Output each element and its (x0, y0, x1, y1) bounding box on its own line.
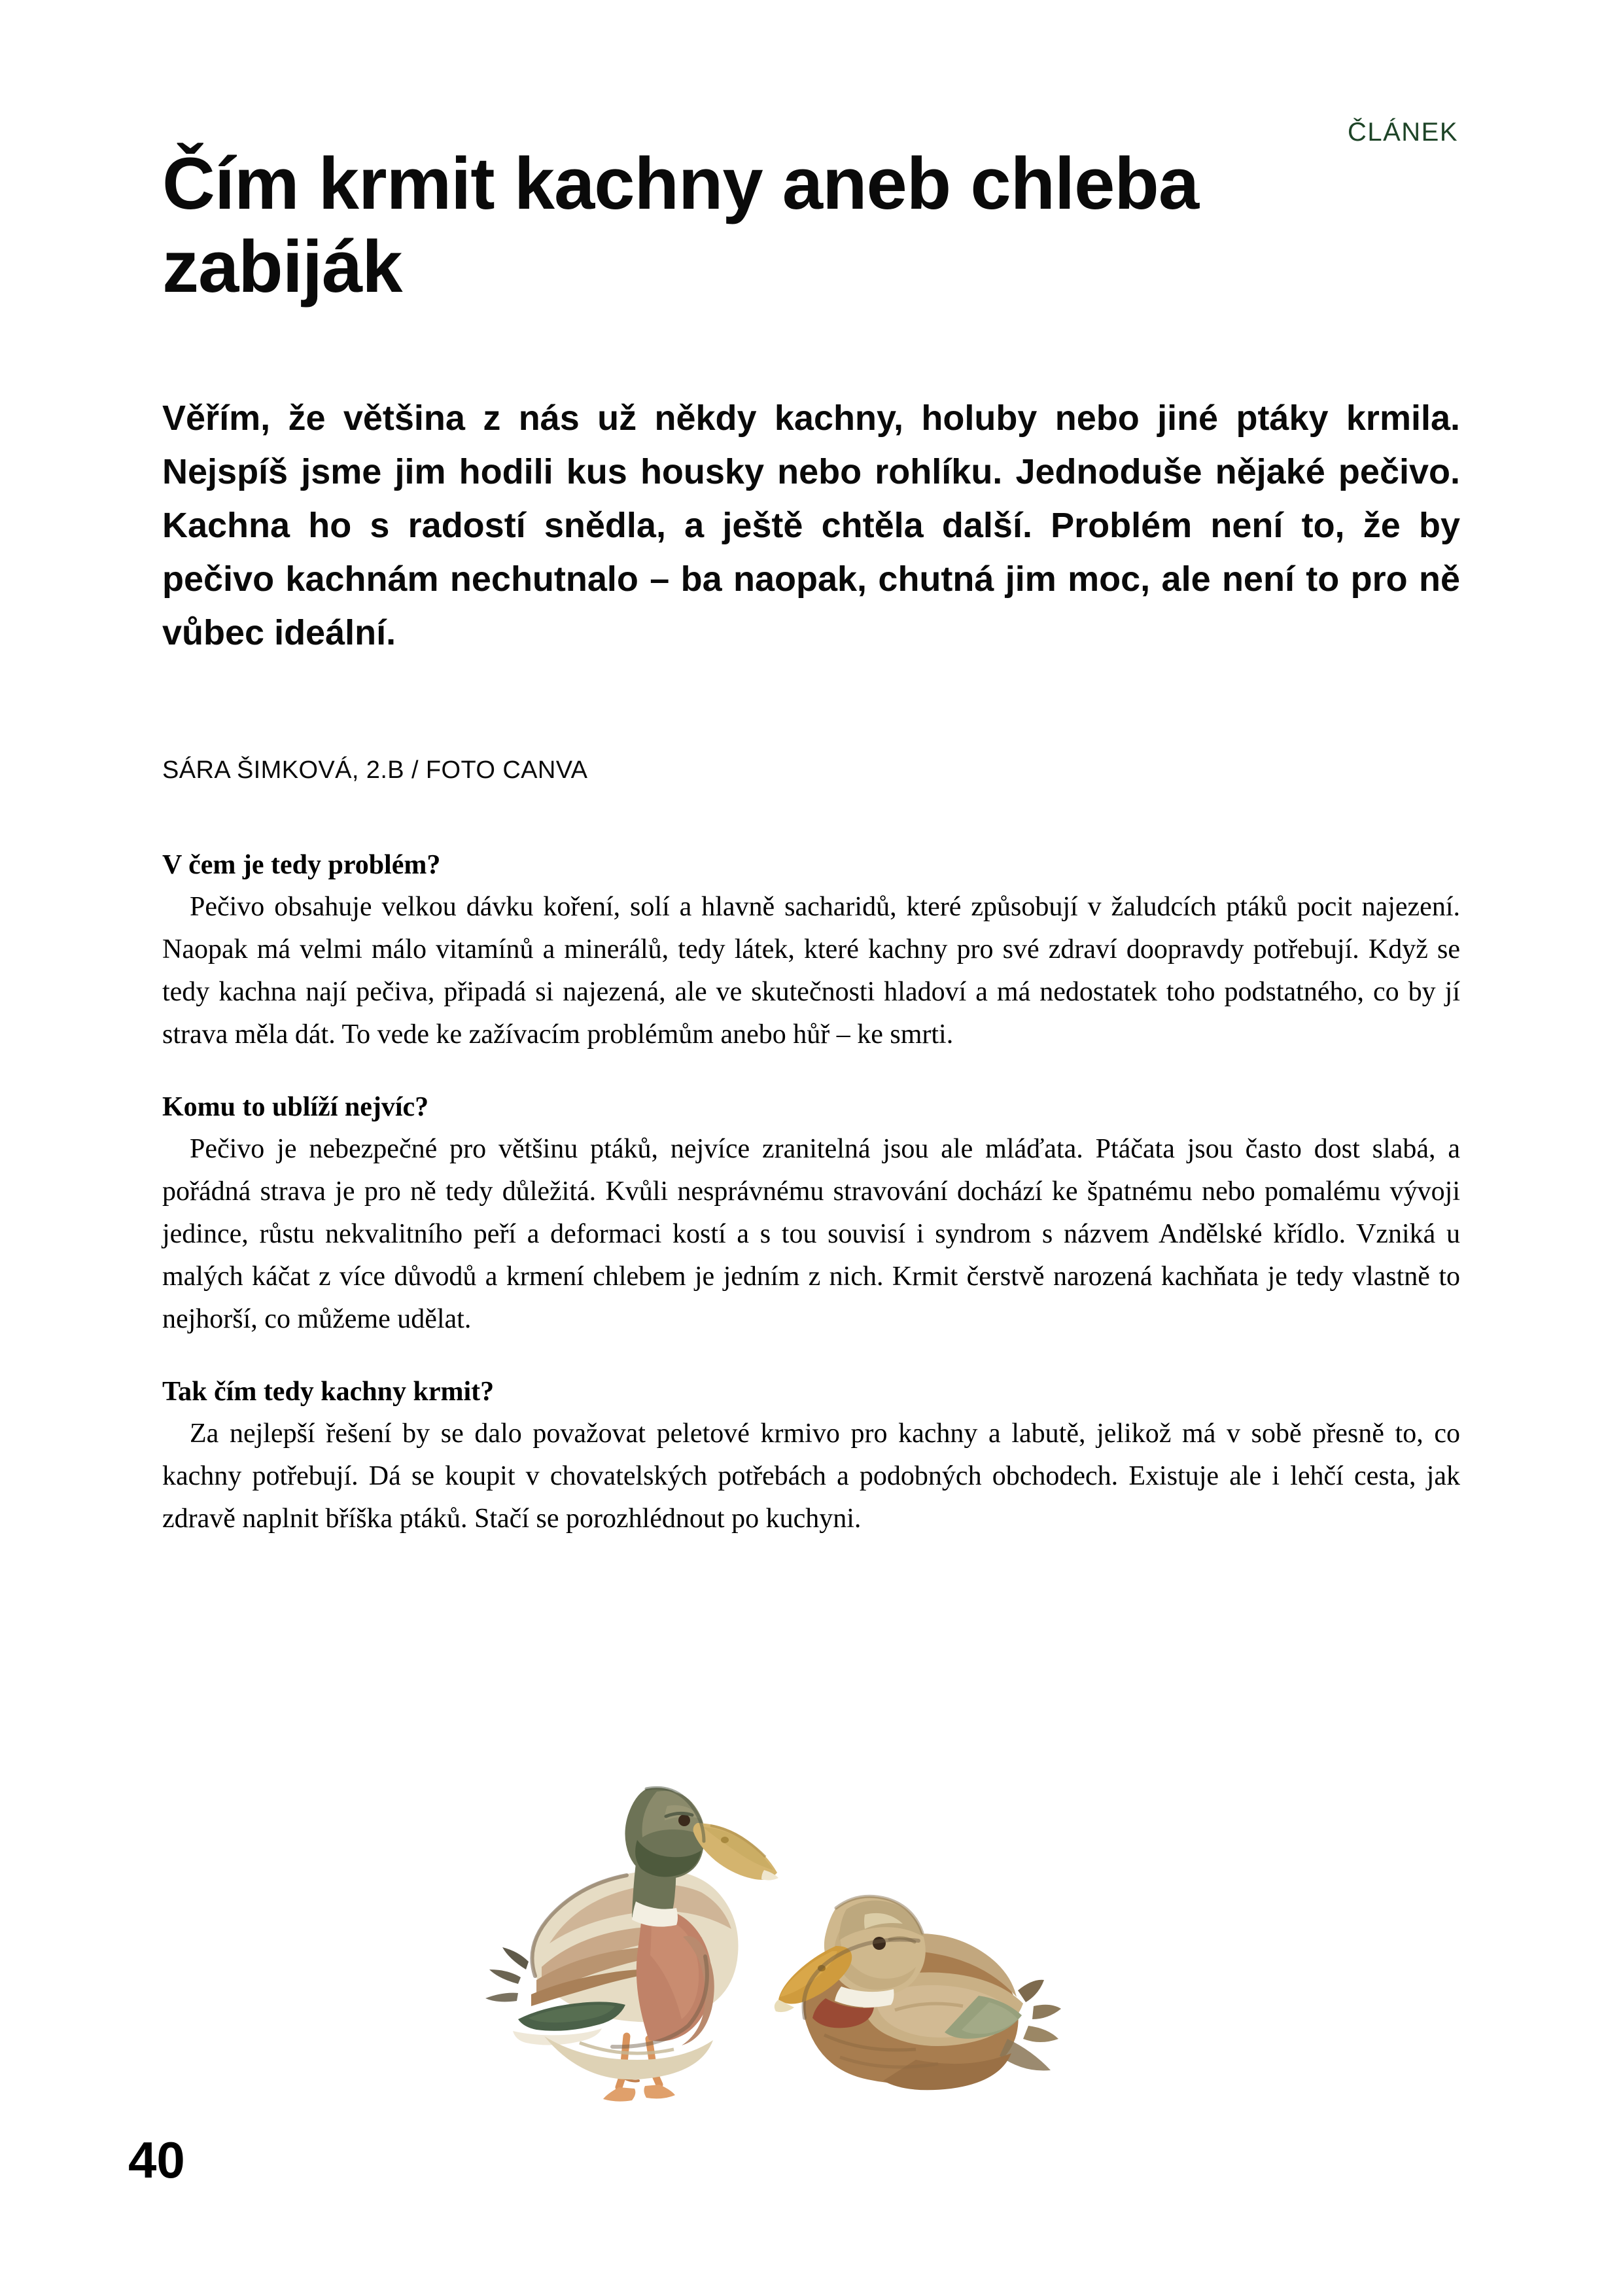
article-section (162, 1375, 1460, 1540)
duck-illustration (458, 1780, 1086, 2107)
section-heading: V čem je tedy problém? (162, 850, 441, 880)
sitting-duck (775, 1896, 1061, 2090)
section-heading: Tak čím tedy kachny krmit? (162, 1377, 495, 1407)
section-heading: Komu to ublíží nejvíc? (162, 1092, 429, 1123)
article-body (162, 848, 1460, 1540)
duck-illustration-svg (458, 1780, 1086, 2107)
article-lede: Věřím, že většina z nás už někdy kachny, holuby nebo jiné ptáky krmila. Nejspíš jsme jim hodili kus housky nebo rohlíku. Jednoduše nějaké pečivo. Kachna ho s radostí snědla, a ještě chtěla další. Problém není to, že by pečivo kachnám nechutnalo – ba naopak, chutná jim moc, ale není to pro ně vůbec ideální. (162, 398, 1460, 653)
article-byline: SÁRA ŠIMKOVÁ, 2.B / FOTO CANVA (162, 756, 588, 784)
section-paragraph: Pečivo obsahuje velkou dávku koření, solí a hlavně sacharidů, které způsobují v žaludcích ptáků pocit najezení. Naopak má velmi málo vitamínů a minerálů, tedy látek, které kachny pro své zdraví doopravdy potřebují. Když se tedy kachna nají pečiva, připadá si najezená, ale ve skutečnosti hladoví a má nedostatek toho podstatného, co by jí strava měla dát. To vede ke zažívacím problémům anebo hůř – ke smrti. (162, 891, 1460, 1050)
article-kicker: ČLÁNEK (1347, 118, 1458, 147)
standing-duck (485, 1788, 778, 2101)
page-number: 40 (128, 2131, 185, 2189)
section-paragraph: Za nejlepší řešení by se dalo považovat peletové krmivo pro kachny a labutě, jelikož má v sobě přesně to, co kachny potřebují. Dá se koupit v chovatelských potřebách a podobných obchodech. Existuje ale i lehčí cesta, jak zdravě naplnit bříška ptáků. Stačí se porozhlédnout po kuchyni. (162, 1419, 1460, 1534)
section-paragraph: Pečivo je nebezpečné pro většinu ptáků, nejvíce zranitelná jsou ale mláďata. Ptáčata jsou často dost slabá, a pořádná strava je pro ně tedy důležitá. Kvůli nesprávnému stravování dochází ke špatnému nebo pomalému vývoji jedince, růstu nekvalitního peří a deformaci kostí a s tou souvisí i syndrom s názvem Andělské křídlo. Vzniká u malých káčat z více důvodů a krmení chlebem je jedním z nich. Krmit čerstvě narozená kachňata je tedy vlastně to nejhorší, co můžeme udělat. (162, 1133, 1460, 1335)
duck-eye (678, 1814, 690, 1826)
article-section (162, 1090, 1460, 1341)
page-title: Čím krmit kachny aneb chleba zabiják (162, 143, 1199, 308)
article-section (162, 848, 1460, 1056)
